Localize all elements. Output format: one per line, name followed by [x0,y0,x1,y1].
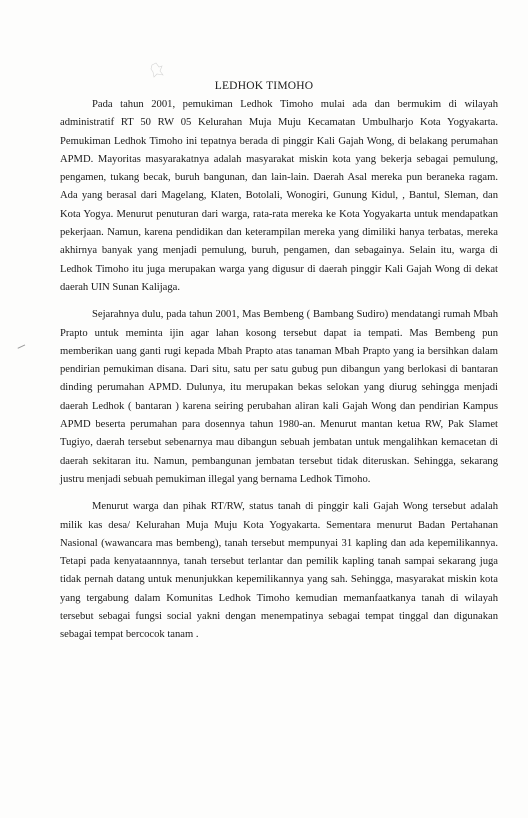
scan-speck-mark [150,62,164,78]
paragraph-2: Sejarahnya dulu, pada tahun 2001, Mas Bembeng ( Bambang Sudiro) mendatangi rumah Mbah Prapto untuk meminta ijin agar lahan kosong tersebut dapat ia tempati. Mas Bembeng pun memberikan uang ganti rugi kepada Mbah Prapto atas tanaman Mbah Prapto yang ia bersihkan dalam pendirian pemukiman disana. Dari situ, satu per satu gubug pun dibangun yang berlokasi di bantaran dinding perumahan APMD. Dulunya, itu merupakan bekas selokan yang diurug sehingga menjadi daerah Ledhok ( bantaran ) karena seiring perubahan aliran kali Gajah Wong dan pendirian Kampus APMD beserta perumahan para dosennya tahun 1980-an. Menurut mantan ketua RW, Pak Slamet Tugiyo, daerah tersebut sebenarnya mau dibangun sebuah jembatan untuk mengalihkan kemacetan di daerah sekitaran itu. Namun, pembangunan jembatan tersebut tidak diteruskan. Sehingga, sekarang justru menjadi sebuah pemukiman illegal yang bernama Ledhok Timoho. [60,309,498,485]
scan-edge-mark [18,344,27,351]
document-body [60,96,498,654]
document-title: LEDHOK TIMOHO [214,80,314,92]
paragraph-3: Menurut warga dan pihak RT/RW, status tanah di pinggir kali Gajah Wong tersebut adalah milik kas desa/ Kelurahan Muja Muju Kota Yogyakarta. Sementara menurut Badan Pertahanan Nasional (wawancara mas bembeng), tanah tersebut mempunyai 31 kapling dan ada kepemilikannya. Tetapi pada kenyataannnya, tanah tersebut terlantar dan pemilik kapling tanah sampai sekarang juga tidak pernah datang untuk menunjukkan kepemilikannya yang sah. Sehingga, masyarakat miskin kota yang tergabung dalam Komunitas Ledhok Timoho kemudian memanfaatkanya tanah di wilayah tersebut sebagai fungsi social yakni dengan menempatinya sebagai tempat tinggal dan digunakan sebagai tempat bercocok tanam . [60,501,498,641]
paragraph-1: Pada tahun 2001, pemukiman Ledhok Timoho mulai ada dan bermukim di wilayah administratif RT 50 RW 05 Kelurahan Muja Muju Kecamatan Umbulharjo Kota Yogyakarta. Pemukiman Ledhok Timoho ini tepatnya berada di pinggir Kali Gajah Wong, di belakang perumahan APMD. Mayoritas masyarakatnya adalah masyarakat miskin kota yang bekerja sebagai pemulung, pengamen, tukang becak, buruh bangunan, dan lain-lain. Daerah Asal mereka pun beraneka ragam. Ada yang berasal dari Magelang, Klaten, Botolali, Wonogiri, Gunung Kidul, , Bantul, Sleman, dan Kota Yogya. Menurut penuturan dari warga, rata-rata mereka ke Kota Yogyakarta untuk mendapatkan pekerjaan. Namun, karena pendidikan dan keterampilan mereka yang dimiliki hanya terbatas, mereka akhirnya banyak yang menjadi pemulung, buruh, pengamen, dan sebagainya. Selain itu, warga di Ledhok Timoho itu juga merupakan warga yang digusur di daerah pinggir Kali Gajah Wong di dekat daerah UIN Sunan Kalijaga. [60,99,498,293]
